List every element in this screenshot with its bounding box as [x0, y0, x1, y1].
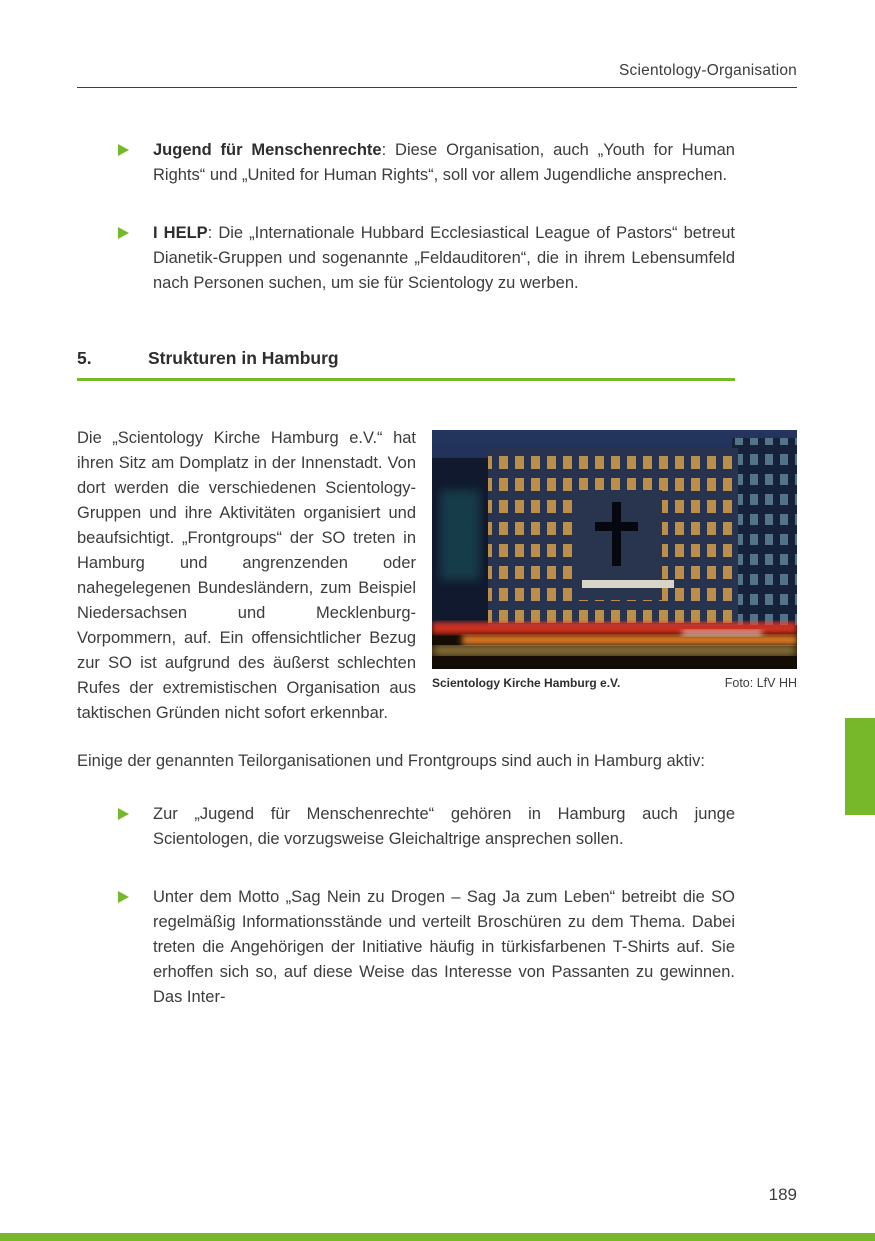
building-night-photo: [432, 430, 797, 669]
figure-caption-row: [432, 676, 797, 690]
list-item: [77, 802, 797, 852]
page-content: [77, 0, 797, 1010]
bullet-lead: Jugend für Menschenrechte: [153, 141, 382, 159]
bottom-accent-bar: [0, 1233, 875, 1241]
bullet-body: : Diese Organisation, auch „Youth for Human Rights“ und „United for Human Rights“, soll vor allem Jugendliche ansprechen.: [153, 141, 735, 184]
bullet-arrow-icon: [118, 808, 129, 820]
page-header: [77, 0, 797, 88]
chapter-edge-tab: [845, 718, 875, 815]
bullet-arrow-icon: [118, 144, 129, 156]
list-item: [77, 138, 797, 188]
page-number: 189: [768, 1185, 797, 1204]
paragraph-with-figure: [77, 426, 797, 726]
figure-credit: Foto: LfV HH: [724, 676, 797, 690]
figure-caption: Scientology Kirche Hamburg e.V.: [432, 676, 621, 690]
body-paragraph: Einige der genannten Teilorganisationen und Frontgroups sind auch in Hamburg aktiv:: [77, 752, 706, 770]
running-header: Scientology-Organisation: [619, 62, 797, 79]
section-rule: [77, 378, 735, 381]
section-number: 5.: [77, 348, 92, 368]
section-title: Strukturen in Hamburg: [148, 348, 339, 368]
bullet-text: [153, 221, 735, 296]
body-paragraph: Die „Scientology Kirche Hamburg e.V.“ hat ihren Sitz am Domplatz in der Innenstadt. Von dort werden die verschiedenen Scientology-Gruppen und ihre Aktivitäten organisiert und beaufsichtigt. „Frontgroups“ der SO treten in Hamburg und angrenzenden oder nahegelegenen Bundesländern, zum Beispiel Niedersachsen und Mecklenburg-Vorpommern, auf. Ein offensichtlicher Bezug zur SO ist aufgrund des äußerst schlechten Rufes der extremistischen Organisation aus taktischen Gründen nicht sofort erkennbar.: [77, 429, 416, 722]
bullet-lead: I HELP: [153, 224, 208, 242]
list-item: [77, 885, 797, 1010]
bullet-arrow-icon: [118, 891, 129, 903]
bullet-text: Unter dem Motto „Sag Nein zu Drogen – Sag Ja zum Leben“ betreibt die SO regelmäßig Informationsstände und verteilt Broschüren zu dem Thema. Dabei treten die Angehörigen der Initiative häufig in türkisfarbenen T-Shirts auf. Sie erhoffen sich so, auf diese Weise das Interesse von Passanten zu gewinnen. Das Inter-: [153, 888, 735, 1006]
list-item: [77, 221, 797, 296]
bullet-arrow-icon: [118, 227, 129, 239]
bullet-list-bottom: [77, 802, 797, 1010]
bullet-body: : Die „Internationale Hubbard Ecclesiastical League of Pastors“ betreut Dianetik-Gruppen und sogenannte „Feldauditoren“, die in ihrem Lebensumfeld nach Personen suchen, um sie für Scientology zu werben.: [153, 224, 735, 292]
bullet-text: Zur „Jugend für Menschenrechte“ gehören in Hamburg auch junge Scientologen, die vorzugsweise Gleichaltrige ansprechen sollen.: [153, 805, 735, 848]
figure: [432, 430, 797, 690]
bullet-text: [153, 138, 735, 188]
bullet-list-top: [77, 138, 797, 296]
header-rule: [77, 87, 797, 88]
section-heading: [77, 348, 797, 369]
